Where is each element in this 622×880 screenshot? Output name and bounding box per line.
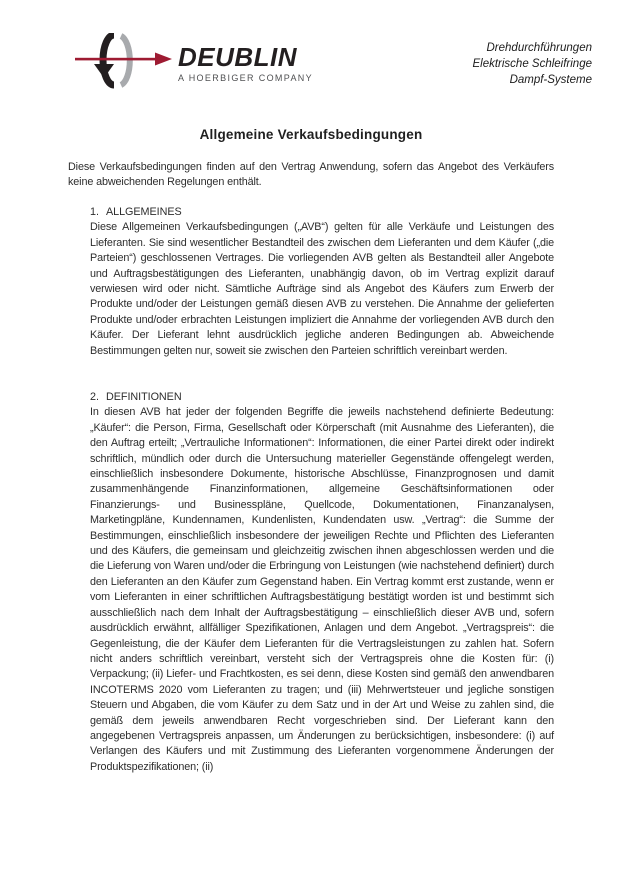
- section-body: Diese Allgemeinen Verkaufsbedingungen („AVB“) gelten für alle Verkäufe und Leistungen des Lieferanten. Sie sind wesentlicher Bestandteil des zwischen dem Lieferanten und dem Käufer („die Parteien“) geschlossenen Vertrages. Die vorliegenden AVB gelten als Bestandteil aller Angebote und Auftragsbestätigungen des Lieferanten, unabhängig davon, ob im Vertrag explizit darauf verwiesen wird oder nicht. Sämtliche Aufträge sind als Angebot des Käufers zum Erwerb der Produkte und/oder der Leistungen gemäß diesen AVB zu verstehen. Die Annahme der gelieferten Produkte und/oder erbrachten Leistungen impliziert die Annahme der vorliegenden AVB durch den Käufer. Der Lieferant lehnt ausdrücklich jegliche anderen Bedingungen ab. Abweichende Bestimmungen gelten nur, soweit sie zwischen den Parteien schriftlich vereinbart werden.: [90, 221, 554, 357]
- intro-paragraph: Diese Verkaufsbedingungen finden auf den Vertrag Anwendung, sofern das Angebot des Verkäufers keine abweichenden Regelungen enthält.: [68, 161, 554, 189]
- section-definitionen: [90, 390, 554, 775]
- product-lines: [472, 40, 592, 88]
- document-title: Allgemeine Verkaufsbedingungen: [199, 127, 423, 142]
- product-line-3: Dampf-Systeme: [509, 74, 592, 86]
- rotation-arrowhead-icon: [94, 64, 114, 78]
- section-heading-label: DEFINITIONEN: [106, 391, 182, 403]
- rotary-union-logo-icon: [75, 33, 175, 95]
- section-number: 2.: [90, 391, 99, 403]
- product-line-2: Elektrische Schleifringe: [472, 58, 592, 70]
- section-allgemeines: [90, 205, 554, 359]
- deublin-logo: [75, 33, 313, 95]
- ring-silver-arc: [121, 36, 130, 85]
- product-line-1: Drehdurchführungen: [486, 42, 592, 54]
- section-heading: [90, 205, 554, 220]
- brand-tagline: A HOERBIGER COMPANY: [178, 73, 314, 83]
- red-arrow-icon: [75, 53, 172, 66]
- section-heading: [90, 390, 554, 405]
- section-heading-label: ALLGEMEINES: [106, 206, 182, 218]
- section-number: 1.: [90, 206, 99, 218]
- page-header: [0, 0, 622, 110]
- brand-name: DEUBLIN: [178, 42, 298, 72]
- logo-text: [178, 33, 313, 83]
- section-body: In diesen AVB hat jeder der folgenden Begriffe die jeweils nachstehend definierte Bedeutung: „Käufer“: die Person, Firma, Gesellschaft oder Körperschaft (mit Ausnahme des Lieferanten), die den Auftrag erteilt; „Vertrauliche Informationen“: Informationen, die einer Partei direkt oder indirekt schriftlich, mündlich oder durch die Untersuchung materieller Gegenstände offengelegt werden, einschließlich insbesondere Dokumente, historische Abschlüsse, Finanzprognosen und damit zusammenhängende Finanzinformationen, allgemeine Geschäftsinformationen oder Finanzierungs- und Businesspläne, Quellcode, Dokumentationen, Finanzanalysen, Marketingpläne, Kundennamen, Kundenlisten, Kundendaten usw. „Vertrag“: die Summe der Bestimmungen, einschließlich insbesondere der jeweiligen Rechte und Pflichten des Lieferanten und des Käufers, die gemeinsam und gleichzeitig zwischen ihnen abgeschlossen werden und die die Lieferung von Waren und/oder die Erbringung von Leistungen (wie nachstehend definiert) durch den Lieferanten an den Käufer zum Gegenstand haben. Ein Vertrag kommt erst zustande, wenn er vom Lieferanten in einer schriftlichen Auftragsbestätigung bestätigt worden ist und bestimmt sich ausschließlich nach dem Inhalt der Auftragsbestätigung – einschließlich dieser AVB und, sofern ausdrücklich erwähnt, allfälliger Spezifikationen, Anlagen und dem Angebot. „Vertragspreis“: die Gegenleistung, die der Käufer dem Lieferanten für die Vertragsleistungen zu zahlen hat. Sofern nicht anders schriftlich vereinbart, versteht sich der Vertragspreis ohne die Kosten für: (i) Verpackung; (ii) Liefer- und Frachtkosten, es sei denn, diese Kosten sind gemäß den anwendbaren INCOTERMS 2020 vom Lieferanten zu tragen; und (iii) Mehrwertsteuer und jegliche sonstigen Steuern und Abgaben, die vom Käufer zu dem Satz und in der Art und Weise zu zahlen sind, die gemäß dem jeweils anwendbaren Recht vorgeschrieben sind. Der Lieferant kann den angegebenen Vertragspreis anpassen, um Änderungen zu berücksichtigen, insbesondere: (i) auf Verlangen des Käufers und mit Zustimmung des Lieferanten vorgenommene Änderungen der Produktspezifikationen; (ii): [90, 406, 554, 773]
